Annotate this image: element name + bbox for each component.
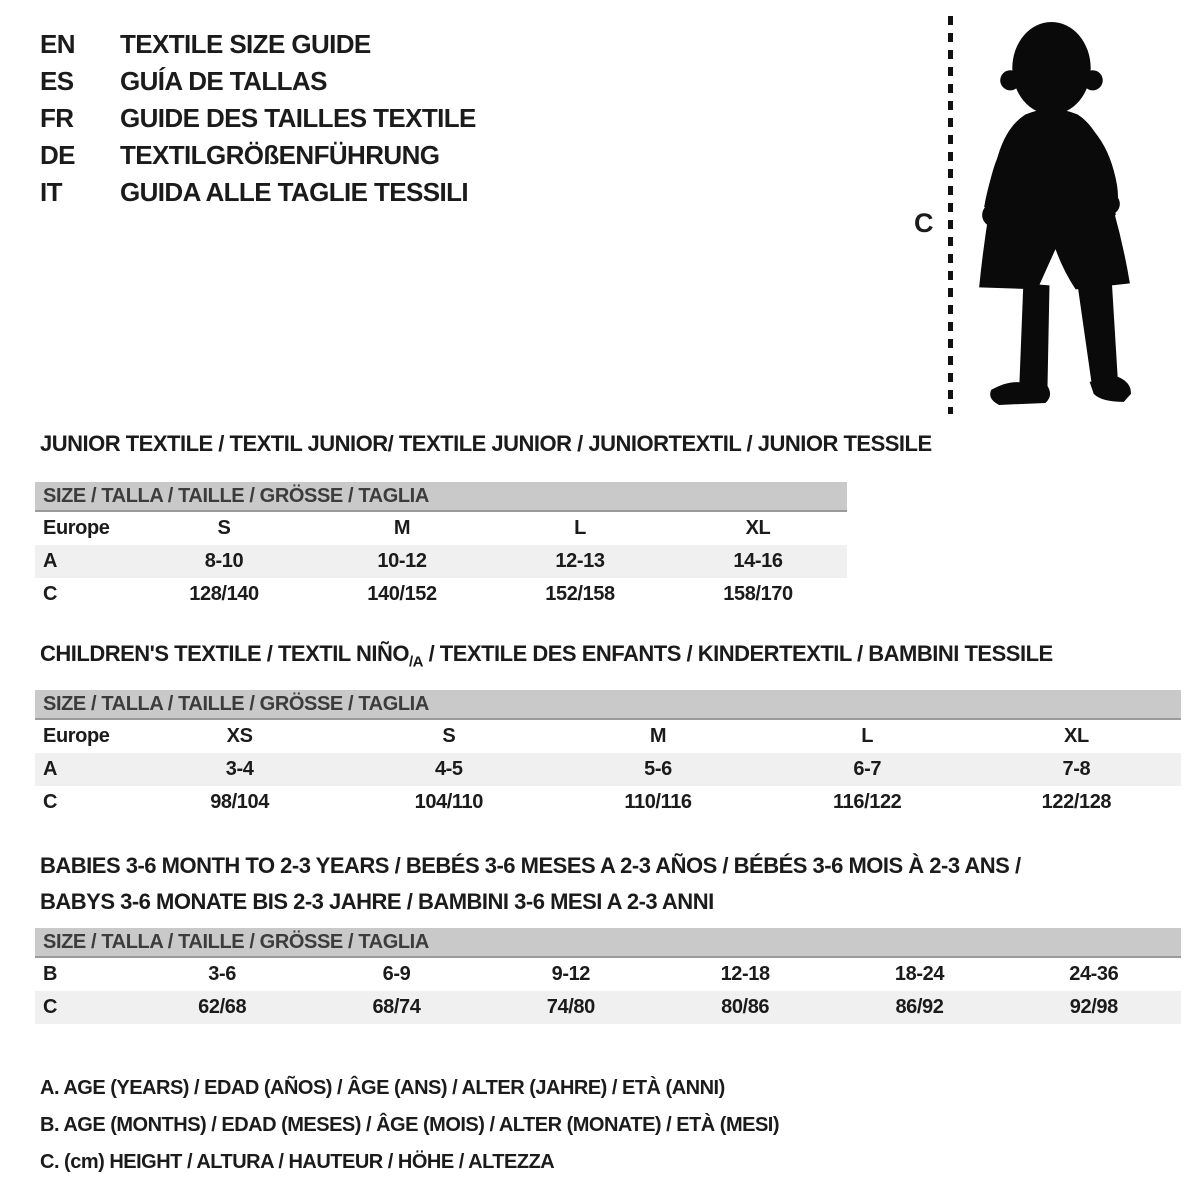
table-cell: 4-5 <box>434 758 463 780</box>
children-size-table <box>35 690 1181 819</box>
table-cell: 7-8 <box>1062 758 1091 780</box>
children-section-title <box>40 641 1053 670</box>
table-cell: 14-16 <box>733 550 783 572</box>
table-cell: 6-9 <box>382 963 411 985</box>
table-cell: 5-6 <box>644 758 672 780</box>
table-cell: 12-18 <box>720 963 770 985</box>
junior-section-title: JUNIOR TEXTILE / TEXTIL JUNIOR/ TEXTILE JUNIOR / JUNIORTEXTIL / JUNIOR TESSILE <box>40 431 932 456</box>
babies-title-line-2: BABYS 3-6 MONATE BIS 2-3 JAHRE / BAMBINI 3-6 MESI A 2-3 ANNI <box>40 889 714 914</box>
table-cell: 62/68 <box>198 996 247 1018</box>
legend-line: C. (cm) HEIGHT / ALTURA / HAUTEUR / HÖHE / ALTEZZA <box>40 1151 555 1173</box>
language-list <box>40 26 476 211</box>
size-header-bar: SIZE / TALLA / TAILLE / GRÖSSE / TAGLIA <box>35 482 847 512</box>
table-row <box>35 958 1181 991</box>
language-label: TEXTILGRÖßENFÜHRUNG <box>120 140 440 170</box>
language-row <box>40 63 476 100</box>
language-code: EN <box>40 29 75 59</box>
size-header-bar: SIZE / TALLA / TAILLE / GRÖSSE / TAGLIA <box>35 690 1181 720</box>
table-cell: 104/110 <box>414 791 483 813</box>
table-cell: 86/92 <box>895 996 944 1018</box>
table-cell: S <box>442 725 456 747</box>
height-dashed-line <box>948 16 953 414</box>
language-code: IT <box>40 177 62 207</box>
row-label: A <box>43 550 58 572</box>
table-cell: L <box>861 725 874 747</box>
language-label: TEXTILE SIZE GUIDE <box>120 29 371 59</box>
table-cell: XL <box>1064 725 1089 747</box>
table-cell: 158/170 <box>723 583 793 605</box>
table-row <box>35 578 847 611</box>
language-label: GUIDE DES TAILLES TEXTILE <box>120 103 476 133</box>
table-cell: XL <box>745 517 771 539</box>
toddler-silhouette-icon <box>964 18 1142 415</box>
children-title-pre: CHILDREN'S TEXTILE / TEXTIL NIÑO <box>40 641 409 666</box>
table-cell: XS <box>226 725 253 747</box>
language-row <box>40 174 476 211</box>
table-row <box>35 545 847 578</box>
row-label: C <box>43 996 58 1018</box>
language-code: FR <box>40 103 74 133</box>
children-title-post: / TEXTILE DES ENFANTS / KINDERTEXTIL / BAMBINI TESSILE <box>422 641 1053 666</box>
language-code: ES <box>40 66 74 96</box>
table-cell: 116/122 <box>833 791 902 813</box>
size-header-bar: SIZE / TALLA / TAILLE / GRÖSSE / TAGLIA <box>35 928 1181 958</box>
table-row <box>35 720 1181 753</box>
table-cell: 6-7 <box>853 758 882 780</box>
table-cell: 110/116 <box>624 791 692 813</box>
figure-area <box>880 0 1180 430</box>
language-row <box>40 100 476 137</box>
language-label: GUÍA DE TALLAS <box>120 66 327 96</box>
row-label: Europe <box>43 725 110 747</box>
table-cell: 74/80 <box>546 996 595 1018</box>
table-cell: 3-4 <box>225 758 254 780</box>
table-cell: 18-24 <box>894 963 945 985</box>
table-cell: 140/152 <box>367 583 437 605</box>
row-label: C <box>43 791 58 813</box>
table-row <box>35 786 1181 819</box>
babies-title-line-1: BABIES 3-6 MONTH TO 2-3 YEARS / BEBÉS 3-6 MESES A 2-3 AÑOS / BÉBÉS 3-6 MOIS À 2-3 ANS / <box>40 853 1021 878</box>
row-label: C <box>43 583 58 605</box>
table-cell: M <box>393 517 411 539</box>
table-row <box>35 512 847 545</box>
language-code: DE <box>40 140 75 170</box>
table-cell: 98/104 <box>210 791 269 813</box>
table-cell: 152/158 <box>545 583 615 605</box>
babies-section-title <box>40 848 1021 920</box>
children-title-sub: /A <box>408 653 423 671</box>
row-label: B <box>43 963 58 985</box>
table-cell: 80/86 <box>721 996 770 1018</box>
table-row <box>35 753 1181 786</box>
language-row <box>40 26 476 63</box>
table-cell: 8-10 <box>204 550 244 572</box>
table-cell: 92/98 <box>1069 996 1118 1018</box>
table-cell: 12-13 <box>555 550 605 572</box>
table-cell: 10-12 <box>377 550 427 572</box>
table-cell: M <box>649 725 667 747</box>
table-row <box>35 991 1181 1024</box>
table-cell: 128/140 <box>189 583 259 605</box>
language-label: GUIDA ALLE TAGLIE TESSILI <box>120 177 469 207</box>
table-cell: L <box>574 517 586 539</box>
table-cell: 9-12 <box>551 963 591 985</box>
legend-line: B. AGE (MONTHS) / EDAD (MESES) / ÂGE (MOIS) / ALTER (MONATE) / ETÀ (MESI) <box>40 1114 780 1136</box>
language-row <box>40 137 476 174</box>
table-cell: 122/128 <box>1041 791 1112 813</box>
row-label: Europe <box>43 517 110 539</box>
table-cell: S <box>217 517 231 539</box>
table-cell: 24-36 <box>1069 963 1119 985</box>
babies-size-table <box>35 928 1181 1024</box>
table-cell: 3-6 <box>208 963 237 985</box>
row-label: A <box>43 758 58 780</box>
junior-size-table <box>35 482 847 611</box>
height-c-label: C <box>914 208 934 238</box>
legend <box>40 1070 779 1181</box>
legend-line: A. AGE (YEARS) / EDAD (AÑOS) / ÂGE (ANS) / ALTER (JAHRE) / ETÀ (ANNI) <box>40 1077 725 1099</box>
table-cell: 68/74 <box>372 996 421 1018</box>
